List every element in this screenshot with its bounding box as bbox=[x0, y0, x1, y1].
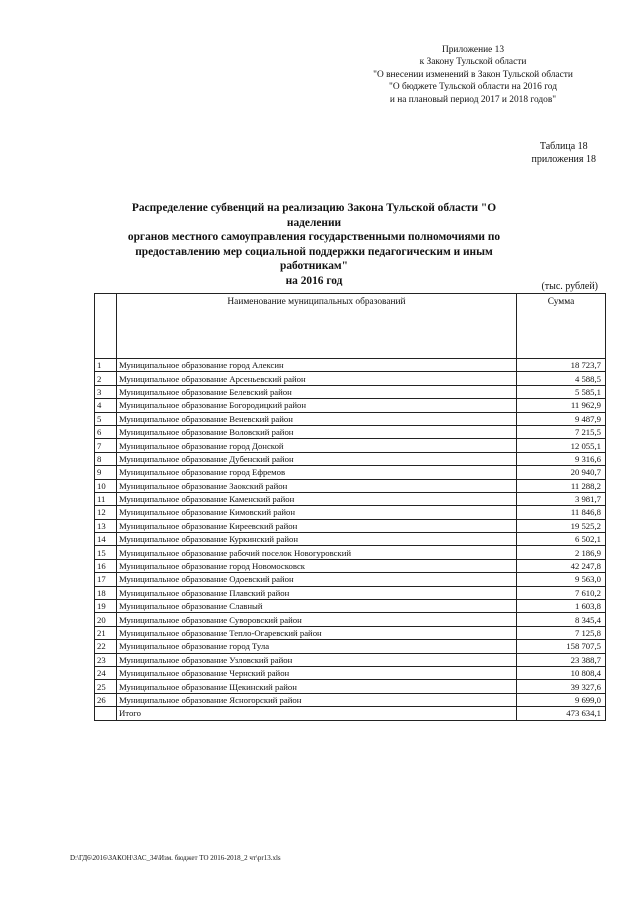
row-name: Муниципальное образование Дубенский район bbox=[117, 452, 517, 465]
row-name: Муниципальное образование Веневский район bbox=[117, 412, 517, 425]
row-sum: 10 808,4 bbox=[517, 666, 606, 679]
table-row bbox=[95, 425, 606, 438]
row-name: Муниципальное образование Киреевский район bbox=[117, 519, 517, 532]
table-row bbox=[95, 372, 606, 385]
row-name: Муниципальное образование рабочий поселок Новогуровский bbox=[117, 546, 517, 559]
row-name: Муниципальное образование Чернский район bbox=[117, 666, 517, 679]
title-line: предоставлению мер социальной поддержки педагогическим и иным работникам" bbox=[135, 245, 493, 273]
row-sum: 9 487,9 bbox=[517, 412, 606, 425]
row-sum: 158 707,5 bbox=[517, 640, 606, 653]
row-sum: 1 603,8 bbox=[517, 600, 606, 613]
header-line: Приложение 13 bbox=[441, 45, 505, 55]
title-line: на 2016 год bbox=[285, 274, 343, 287]
row-number: 15 bbox=[95, 546, 117, 559]
title-line: Распределение субвенций на реализацию Закона Тульской области "О наделении bbox=[131, 202, 497, 229]
header-num bbox=[95, 294, 117, 359]
row-name: Муниципальное образование Ясногорский район bbox=[117, 693, 517, 706]
row-name: Муниципальное образование Одоевский район bbox=[117, 573, 517, 586]
row-number: 10 bbox=[95, 479, 117, 492]
row-number: 5 bbox=[95, 412, 117, 425]
total-sum: 473 634,1 bbox=[517, 707, 606, 720]
header-line: к Закону Тульской области bbox=[419, 57, 527, 68]
row-name: Муниципальное образование город Ефремов bbox=[117, 466, 517, 479]
row-number: 22 bbox=[95, 640, 117, 653]
row-number: 11 bbox=[95, 492, 117, 505]
row-name: Муниципальное образование Богородицкий район bbox=[117, 399, 517, 412]
row-name: Муниципальное образование Щекинский район bbox=[117, 680, 517, 693]
row-sum: 39 327,6 bbox=[517, 680, 606, 693]
document-title bbox=[104, 201, 524, 289]
row-number: 7 bbox=[95, 439, 117, 452]
table-row bbox=[95, 399, 606, 412]
row-number: 24 bbox=[95, 666, 117, 679]
row-name: Муниципальное образование Заокский район bbox=[117, 479, 517, 492]
row-number: 17 bbox=[95, 573, 117, 586]
row-name: Муниципальное образование Тепло-Огаревский район bbox=[117, 626, 517, 639]
row-sum: 19 525,2 bbox=[517, 519, 606, 532]
row-sum: 7 610,2 bbox=[517, 586, 606, 599]
table-row bbox=[95, 546, 606, 559]
table-row bbox=[95, 385, 606, 398]
row-number: 26 bbox=[95, 693, 117, 706]
table-row bbox=[95, 559, 606, 572]
row-name: Муниципальное образование Узловский район bbox=[117, 653, 517, 666]
table-row bbox=[95, 626, 606, 639]
row-sum: 9 563,0 bbox=[517, 573, 606, 586]
row-number: 4 bbox=[95, 399, 117, 412]
appendix-header bbox=[348, 44, 598, 106]
table-row bbox=[95, 586, 606, 599]
row-name: Муниципальное образование город Тула bbox=[117, 640, 517, 653]
table-row bbox=[95, 492, 606, 505]
row-number: 9 bbox=[95, 466, 117, 479]
table-row bbox=[95, 519, 606, 532]
table-row bbox=[95, 640, 606, 653]
row-sum: 42 247,8 bbox=[517, 559, 606, 572]
row-number: 25 bbox=[95, 680, 117, 693]
row-name: Муниципальное образование Куркинский район bbox=[117, 533, 517, 546]
table-row bbox=[95, 653, 606, 666]
table-row bbox=[95, 359, 606, 372]
row-sum: 7 215,5 bbox=[517, 425, 606, 438]
row-sum: 9 316,6 bbox=[517, 452, 606, 465]
table-header-row bbox=[95, 294, 606, 359]
total-row bbox=[95, 707, 606, 720]
row-sum: 2 186,9 bbox=[517, 546, 606, 559]
row-sum: 11 846,8 bbox=[517, 506, 606, 519]
row-sum: 9 699,0 bbox=[517, 693, 606, 706]
table-row bbox=[95, 573, 606, 586]
row-number: 13 bbox=[95, 519, 117, 532]
units-label: (тыс. рублей) bbox=[541, 281, 598, 292]
table-row bbox=[95, 613, 606, 626]
row-name: Муниципальное образование Кимовский район bbox=[117, 506, 517, 519]
row-name: Муниципальное образование город Донской bbox=[117, 439, 517, 452]
row-sum: 12 055,1 bbox=[517, 439, 606, 452]
file-path-footer: D:\ГД6\2016\ЗАКОН\ЗАС_34\Изм. бюджет ТО 2016-2018_2 чт\pr13.xls bbox=[70, 854, 281, 862]
subsidies-table bbox=[94, 293, 606, 721]
row-name: Муниципальное образование Арсеньевский район bbox=[117, 372, 517, 385]
row-sum: 5 585,1 bbox=[517, 385, 606, 398]
row-number: 12 bbox=[95, 506, 117, 519]
row-number: 8 bbox=[95, 452, 117, 465]
row-name: Муниципальное образование Плавский район bbox=[117, 586, 517, 599]
row-name: Муниципальное образование Славный bbox=[117, 600, 517, 613]
row-sum: 11 288,2 bbox=[517, 479, 606, 492]
row-name: Муниципальное образование Воловский район bbox=[117, 425, 517, 438]
table-row bbox=[95, 666, 606, 679]
row-sum: 11 962,9 bbox=[517, 399, 606, 412]
row-sum: 3 981,7 bbox=[517, 492, 606, 505]
row-number: 6 bbox=[95, 425, 117, 438]
header-line: "О внесении изменений в Закон Тульской области bbox=[373, 69, 573, 80]
header-line: и на плановый период 2017 и 2018 годов" bbox=[389, 94, 557, 105]
table-row bbox=[95, 680, 606, 693]
title-line: органов местного самоуправления государственными полномочиями по bbox=[127, 231, 501, 244]
table-ref-line: приложения 18 bbox=[531, 154, 596, 165]
header-sum: Сумма bbox=[517, 294, 606, 359]
row-sum: 6 502,1 bbox=[517, 533, 606, 546]
row-number: 19 bbox=[95, 600, 117, 613]
row-number: 20 bbox=[95, 613, 117, 626]
table-row bbox=[95, 452, 606, 465]
row-number: 16 bbox=[95, 559, 117, 572]
header-line: "О бюджете Тульской области на 2016 год bbox=[389, 82, 557, 93]
row-number: 18 bbox=[95, 586, 117, 599]
table-row bbox=[95, 466, 606, 479]
row-number: 3 bbox=[95, 385, 117, 398]
row-sum: 7 125,8 bbox=[517, 626, 606, 639]
row-number: 23 bbox=[95, 653, 117, 666]
row-sum: 23 388,7 bbox=[517, 653, 606, 666]
table-reference bbox=[532, 140, 596, 166]
table-row bbox=[95, 533, 606, 546]
table-row bbox=[95, 439, 606, 452]
row-name: Муниципальное образование Белевский район bbox=[117, 385, 517, 398]
table-row bbox=[95, 600, 606, 613]
total-label: Итого bbox=[117, 707, 517, 720]
row-number: 14 bbox=[95, 533, 117, 546]
table-ref-line: Таблица 18 bbox=[539, 141, 588, 152]
table-row bbox=[95, 693, 606, 706]
table-row bbox=[95, 412, 606, 425]
row-number: 21 bbox=[95, 626, 117, 639]
row-name: Муниципальное образование город Алексин bbox=[117, 359, 517, 372]
row-sum: 4 588,5 bbox=[517, 372, 606, 385]
table-body bbox=[95, 359, 606, 721]
total-num bbox=[95, 707, 117, 720]
row-sum: 20 940,7 bbox=[517, 466, 606, 479]
row-number: 2 bbox=[95, 372, 117, 385]
header-name: Наименование муниципальных образований bbox=[117, 294, 517, 359]
row-number: 1 bbox=[95, 359, 117, 372]
table-row bbox=[95, 506, 606, 519]
row-sum: 8 345,4 bbox=[517, 613, 606, 626]
row-name: Муниципальное образование Каменский район bbox=[117, 492, 517, 505]
row-name: Муниципальное образование Суворовский район bbox=[117, 613, 517, 626]
row-name: Муниципальное образование город Новомосковск bbox=[117, 559, 517, 572]
table-row bbox=[95, 479, 606, 492]
row-sum: 18 723,7 bbox=[517, 359, 606, 372]
